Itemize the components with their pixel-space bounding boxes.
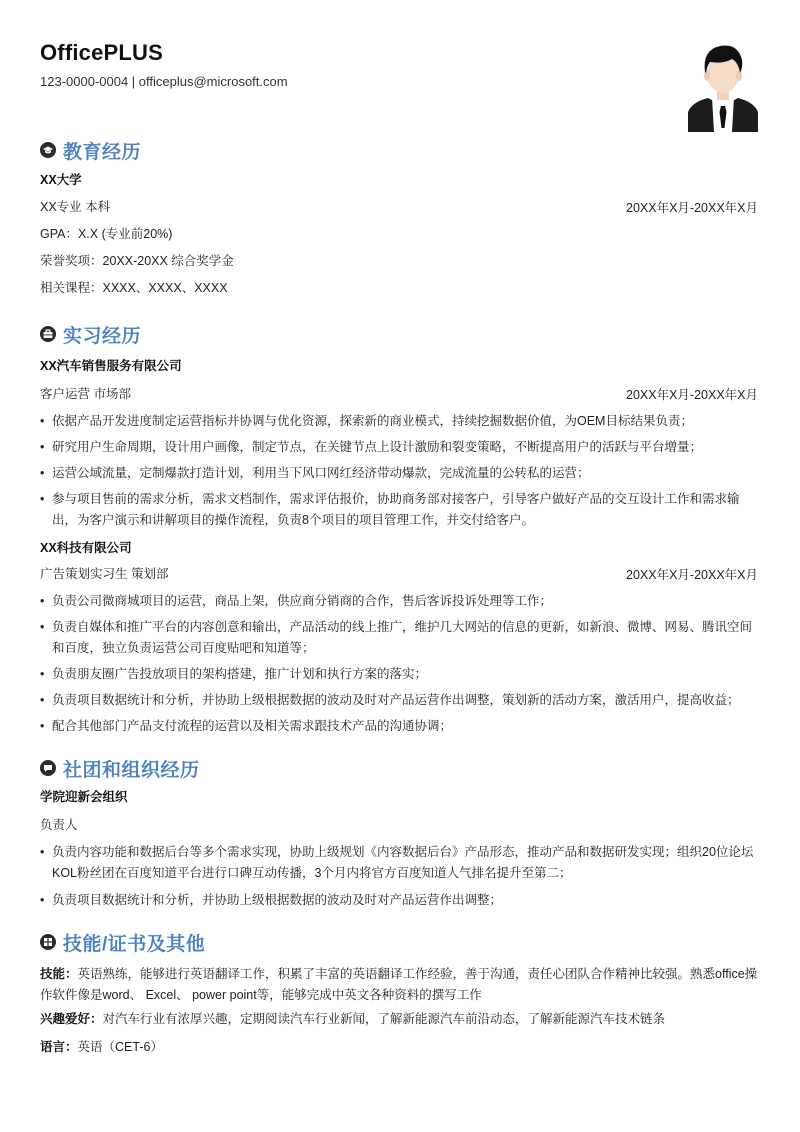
school-name: XX大学 <box>40 173 82 187</box>
avatar <box>688 40 758 132</box>
org-role: 负责人 <box>40 818 78 832</box>
list-item: • 负责朋友圈广告投放项目的架构搭建，推广计划和执行方案的落实； <box>40 664 758 685</box>
company-name: XX科技有限公司 <box>40 541 132 555</box>
grid-icon <box>40 934 56 950</box>
company-name: XX汽车销售服务有限公司 <box>40 359 182 373</box>
list-item: • 配合其他部门产品支付流程的运营以及相关需求跟技术产品的沟通协调； <box>40 716 758 737</box>
job-date: 20XX年X月-20XX年X月 <box>626 568 758 582</box>
chat-bubble-icon <box>40 760 56 776</box>
skills-text: 英语熟练，能够进行英语翻译工作，积累了丰富的英语翻译工作经验，善于沟通，责任心团队合作精神比较强。熟悉office操作软件像是word、 Excel、 power point等，能够完成中英文各种资料的撰写工作 <box>40 967 758 1002</box>
education-date: 20XX年X月-20XX年X月 <box>626 201 758 215</box>
section-title: 实习经历 <box>63 325 142 347</box>
job-role: 广告策划实习生 策划部 <box>40 567 169 581</box>
section-title: 教育经历 <box>63 141 142 163</box>
list-item: • 参与项目售前的需求分析，需求文档制作，需求评估报价，协助商务部对接客户，引导客户做好产品的交互设计工作和需求输出，为客户演示和讲解项目的操作流程，负责8个项目的项目管理工作，并交付给客户。 <box>40 489 758 531</box>
courses: 相关课程：XXXX、XXXX、XXXX <box>40 281 228 295</box>
language-text: 英语（CET-6） <box>77 1040 163 1054</box>
list-item: • 负责自媒体和推广平台的内容创意和输出，产品活动的线上推广，维护几大网站的信息的更新，如新浪、微博、网易、腾讯空间和百度，独立负责运营公司百度贴吧和知道等； <box>40 617 758 659</box>
briefcase-icon <box>40 326 56 342</box>
section-internship-header <box>40 321 141 347</box>
list-item: • 研究用户生命周期，设计用户画像，制定节点，在关键节点上设计激励和裂变策略，不断提高用户的活跃与平台增量； <box>40 437 758 458</box>
section-skills-header <box>40 929 205 955</box>
job-date: 20XX年X月-20XX年X月 <box>626 388 758 402</box>
section-education-header <box>40 137 141 163</box>
section-title: 技能/证书及其他 <box>63 933 206 955</box>
section-clubs-header <box>40 755 200 781</box>
org-name: 学院迎新会组织 <box>40 790 128 804</box>
list-item: • 负责项目数据统计和分析，并协助上级根据数据的波动及时对产品运营作出调整； <box>40 890 758 911</box>
job-role: 客户运营 市场部 <box>40 387 131 401</box>
gpa: GPA：X.X (专业前20%) <box>40 227 173 241</box>
candidate-name: OfficePLUS <box>40 40 164 65</box>
list-item: • 负责项目数据统计和分析，并协助上级根据数据的波动及时对产品运营作出调整，策划新的活动方案，激活用户，提高收益； <box>40 690 758 711</box>
language-label: 语言： <box>40 1040 78 1054</box>
hobby-row <box>40 1010 758 1028</box>
hobby-label: 兴趣爱好： <box>40 1012 103 1026</box>
skills-label: 技能： <box>40 967 78 981</box>
language-row <box>40 1038 758 1056</box>
section-title: 社团和组织经历 <box>63 759 200 781</box>
graduation-cap-icon <box>40 142 56 158</box>
major: XX专业 本科 <box>40 200 111 214</box>
list-item: • 运营公域流量，定制爆款打造计划，利用当下风口网红经济带动爆款，完成流量的公转私的运营； <box>40 463 758 484</box>
list-item: • 负责公司微商城项目的运营，商品上架，供应商分销商的合作，售后客诉投诉处理等工作； <box>40 591 758 612</box>
list-item: • 依据产品开发进度制定运营指标并协调与优化资源，探索新的商业模式，持续挖掘数据价值，为OEM目标结果负责； <box>40 411 758 432</box>
hobby-text: 对汽车行业有浓厚兴趣，定期阅读汽车行业新闻，了解新能源汽车前沿动态，了解新能源汽车技术链条 <box>102 1012 666 1026</box>
honors: 荣誉奖项：20XX-20XX 综合奖学金 <box>40 254 234 268</box>
skills-row <box>40 964 758 1006</box>
contact-info: 123-0000-0004 | officeplus@microsoft.com <box>40 74 288 89</box>
list-item: • 负责内容功能和数据后台等多个需求实现，协助上级规划《内容数据后台》产品形态，推动产品和数据研发实现；组织20位论坛KOL粉丝团在百度知道平台进行口碑互动传播，3个月内将官方百度知道人气排名提升至第二； <box>40 842 758 884</box>
